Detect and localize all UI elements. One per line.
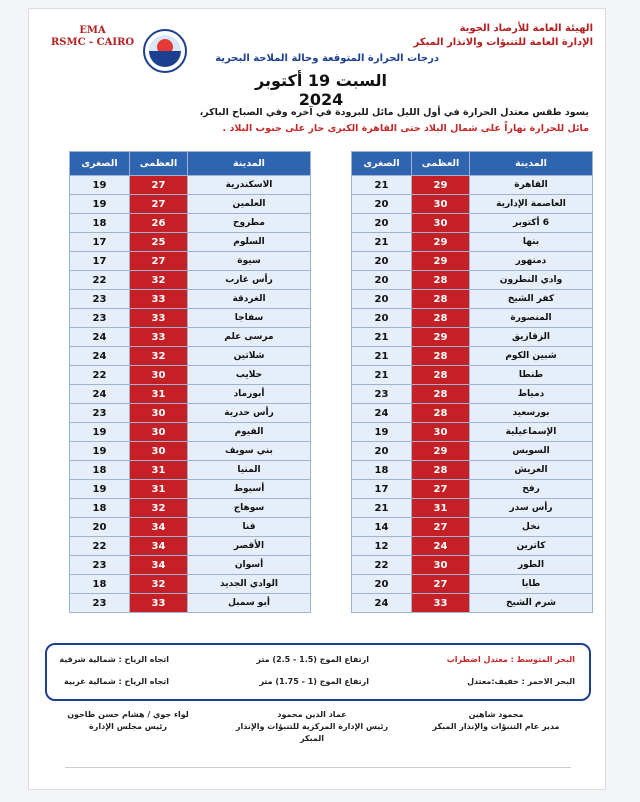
city-cell: كفر الشيخ	[470, 290, 593, 309]
ema-line2: RSMC - CAIRO	[51, 37, 135, 48]
max-temp-cell: 27	[412, 518, 470, 537]
min-temp-cell: 19	[70, 195, 130, 214]
table-row	[352, 233, 593, 252]
forecast-sheet	[28, 8, 606, 790]
red-wind-direction: اتجاه الرياح : شمالية غربية	[64, 677, 169, 686]
max-temp-cell: 30	[412, 195, 470, 214]
max-temp-cell: 30	[412, 214, 470, 233]
city-cell: الإسماعيلية	[470, 423, 593, 442]
table-row	[70, 176, 311, 195]
signature-2	[227, 709, 397, 745]
max-temp-cell: 30	[130, 404, 188, 423]
red-wave-height: ارتفاع الموج (1 - 1.75) متر	[259, 677, 369, 686]
max-temp-cell: 34	[130, 518, 188, 537]
min-temp-cell: 24	[352, 594, 412, 613]
table-row	[70, 290, 311, 309]
table-row	[352, 347, 593, 366]
city-cell: بنها	[470, 233, 593, 252]
table-row	[352, 499, 593, 518]
table-row	[352, 271, 593, 290]
city-cell: سوهاج	[188, 499, 311, 518]
min-temp-cell: 20	[352, 252, 412, 271]
max-temp-cell: 32	[130, 347, 188, 366]
table-row	[352, 518, 593, 537]
min-temp-cell: 24	[352, 404, 412, 423]
min-temp-cell: 23	[70, 556, 130, 575]
max-temp-cell: 31	[130, 461, 188, 480]
table-row	[352, 537, 593, 556]
max-temp-cell: 28	[412, 461, 470, 480]
min-temp-cell: 19	[70, 176, 130, 195]
city-cell: الزقازيق	[470, 328, 593, 347]
max-temp-cell: 30	[412, 423, 470, 442]
min-temp-cell: 21	[352, 499, 412, 518]
table-row	[352, 404, 593, 423]
city-cell: رفح	[470, 480, 593, 499]
table-row	[352, 575, 593, 594]
max-temp-cell: 28	[412, 347, 470, 366]
min-temp-cell: 23	[70, 290, 130, 309]
city-cell: طابا	[470, 575, 593, 594]
city-cell: الغردقة	[188, 290, 311, 309]
med-wave-height: ارتفاع الموج (1.5 - 2.5) متر	[256, 655, 369, 664]
min-temp-cell: 21	[352, 176, 412, 195]
min-temp-cell: 24	[70, 328, 130, 347]
min-temp-cell: 21	[352, 328, 412, 347]
city-cell: المنيا	[188, 461, 311, 480]
max-temp-cell: 34	[130, 537, 188, 556]
max-temp-cell: 24	[412, 537, 470, 556]
med-sea-state: البحر المتوسط : معتدل اضطراب	[446, 655, 575, 664]
max-temp-cell: 29	[412, 176, 470, 195]
city-cell: رأس سدر	[470, 499, 593, 518]
header-min: الصغرى	[70, 152, 130, 176]
max-temp-cell: 27	[412, 480, 470, 499]
table-row	[70, 309, 311, 328]
page-title: درجات الحرارة المتوقعة وحالة الملاحة البحرية	[215, 53, 439, 64]
city-cell: العريش	[470, 461, 593, 480]
max-temp-cell: 26	[130, 214, 188, 233]
max-temp-cell: 28	[412, 290, 470, 309]
max-temp-cell: 29	[412, 233, 470, 252]
city-cell: مرسى علم	[188, 328, 311, 347]
min-temp-cell: 23	[352, 385, 412, 404]
table-row	[70, 423, 311, 442]
min-temp-cell: 20	[352, 195, 412, 214]
signature-name: لواء جوي / هشام حسن طاحون	[67, 710, 189, 719]
max-temp-cell: 27	[130, 195, 188, 214]
table-row	[352, 385, 593, 404]
city-cell: المنصورة	[470, 309, 593, 328]
table-row	[70, 385, 311, 404]
min-temp-cell: 22	[70, 271, 130, 290]
table-row	[70, 195, 311, 214]
min-temp-cell: 20	[70, 518, 130, 537]
table-row	[70, 233, 311, 252]
signature-title: مدير عام التنبؤات والإنذار المبكر	[432, 722, 560, 731]
signature-title: رئيس الإدارة المركزية للتنبؤات والإنذار المبكر	[235, 722, 389, 743]
table-row	[352, 328, 593, 347]
footer-rule	[65, 767, 571, 779]
header-city: المدينة	[188, 152, 311, 176]
dept-name: الإدارة العامة للتنبؤات والانذار المبكر	[413, 37, 593, 48]
max-temp-cell: 30	[412, 556, 470, 575]
city-cell: أسيوط	[188, 480, 311, 499]
table-row	[352, 594, 593, 613]
signature-name: محمود شاهين	[468, 710, 524, 719]
max-temp-cell: 33	[130, 290, 188, 309]
min-temp-cell: 19	[352, 423, 412, 442]
min-temp-cell: 17	[352, 480, 412, 499]
city-cell: السويس	[470, 442, 593, 461]
table-row	[70, 404, 311, 423]
mediterranean-row	[47, 655, 589, 675]
city-cell: 6 أكتوبر	[470, 214, 593, 233]
city-cell: كاترين	[470, 537, 593, 556]
max-temp-cell: 32	[130, 271, 188, 290]
city-cell: القاهرة	[470, 176, 593, 195]
city-cell: بني سويف	[188, 442, 311, 461]
min-temp-cell: 19	[70, 480, 130, 499]
signature-title: رئيس مجلس الإدارة	[89, 722, 167, 731]
max-temp-cell: 28	[412, 271, 470, 290]
min-temp-cell: 21	[352, 233, 412, 252]
ema-logo-icon	[143, 29, 187, 73]
city-cell: الطور	[470, 556, 593, 575]
max-temp-cell: 33	[130, 328, 188, 347]
max-temp-cell: 29	[412, 252, 470, 271]
min-temp-cell: 17	[70, 233, 130, 252]
min-temp-cell: 24	[70, 385, 130, 404]
table-row	[352, 366, 593, 385]
min-temp-cell: 22	[70, 537, 130, 556]
table-row	[352, 309, 593, 328]
city-cell: قنا	[188, 518, 311, 537]
min-temp-cell: 19	[70, 423, 130, 442]
city-cell: رأس حدربة	[188, 404, 311, 423]
city-cell: الأقصر	[188, 537, 311, 556]
city-cell: دمياط	[470, 385, 593, 404]
table-row	[70, 347, 311, 366]
city-cell: نخل	[470, 518, 593, 537]
city-cell: طنطا	[470, 366, 593, 385]
min-temp-cell: 20	[352, 309, 412, 328]
max-temp-cell: 31	[130, 480, 188, 499]
left-temperature-table	[69, 151, 311, 613]
max-temp-cell: 33	[130, 309, 188, 328]
table-row	[70, 499, 311, 518]
table-row	[352, 442, 593, 461]
header	[29, 9, 607, 64]
header-city: المدينة	[470, 152, 593, 176]
table-row	[352, 461, 593, 480]
max-temp-cell: 33	[130, 594, 188, 613]
min-temp-cell: 18	[70, 461, 130, 480]
city-cell: حلايب	[188, 366, 311, 385]
max-temp-cell: 27	[130, 252, 188, 271]
med-wind-direction: اتجاه الرياح : شمالية شرقية	[59, 655, 169, 664]
org-name: الهيئة العامة للأرصاد الجوية	[459, 23, 593, 34]
city-cell: السلوم	[188, 233, 311, 252]
min-temp-cell: 24	[70, 347, 130, 366]
city-cell: الوادي الجديد	[188, 575, 311, 594]
weather-description-line2: مائل للحرارة نهاراً على شمال البلاد حتى القاهرة الكبرى حار على جنوب البلاد .	[222, 123, 589, 134]
right-temperature-table	[351, 151, 593, 613]
red-sea-state: البحر الاحمر : خفيف:معتدل	[467, 677, 575, 686]
table-row	[70, 328, 311, 347]
table-row	[352, 176, 593, 195]
header-min: الصغرى	[352, 152, 412, 176]
city-cell: الاسكندرية	[188, 176, 311, 195]
min-temp-cell: 20	[352, 575, 412, 594]
max-temp-cell: 27	[130, 176, 188, 195]
min-temp-cell: 18	[70, 499, 130, 518]
min-temp-cell: 18	[70, 575, 130, 594]
table-row	[352, 214, 593, 233]
city-cell: مطروح	[188, 214, 311, 233]
city-cell: أبو سمبل	[188, 594, 311, 613]
min-temp-cell: 20	[352, 290, 412, 309]
signature-name: عماد الدين محمود	[277, 710, 347, 719]
city-cell: العلمين	[188, 195, 311, 214]
signature-3	[43, 709, 213, 733]
max-temp-cell: 28	[412, 404, 470, 423]
max-temp-cell: 28	[412, 309, 470, 328]
table-row	[352, 423, 593, 442]
city-cell: أبورماد	[188, 385, 311, 404]
max-temp-cell: 33	[412, 594, 470, 613]
table-row	[70, 442, 311, 461]
table-row	[352, 195, 593, 214]
city-cell: أسوان	[188, 556, 311, 575]
city-cell: شلاتين	[188, 347, 311, 366]
signature-1	[411, 709, 581, 733]
max-temp-cell: 32	[130, 575, 188, 594]
table-row	[352, 290, 593, 309]
city-cell: شبين الكوم	[470, 347, 593, 366]
table-row	[352, 556, 593, 575]
max-temp-cell: 30	[130, 423, 188, 442]
city-cell: بورسعيد	[470, 404, 593, 423]
weather-description-line1: يسود طقس معتدل الحرارة في أول الليل مائل للبرودة في آخره وفي الصباح الباكر،	[199, 107, 589, 118]
min-temp-cell: 22	[352, 556, 412, 575]
max-temp-cell: 30	[130, 442, 188, 461]
table-row	[70, 518, 311, 537]
min-temp-cell: 21	[352, 347, 412, 366]
forecast-date: السبت 19 أكتوبر 2024	[255, 71, 387, 109]
max-temp-cell: 27	[412, 575, 470, 594]
city-cell: العاصمة الإدارية	[470, 195, 593, 214]
max-temp-cell: 34	[130, 556, 188, 575]
header-max: العظمى	[130, 152, 188, 176]
city-cell: سيوة	[188, 252, 311, 271]
min-temp-cell: 18	[352, 461, 412, 480]
table-row	[352, 252, 593, 271]
city-cell: الفيوم	[188, 423, 311, 442]
min-temp-cell: 20	[352, 271, 412, 290]
city-cell: دمنهور	[470, 252, 593, 271]
max-temp-cell: 29	[412, 442, 470, 461]
min-temp-cell: 14	[352, 518, 412, 537]
city-cell: شرم الشيخ	[470, 594, 593, 613]
min-temp-cell: 21	[352, 366, 412, 385]
table-row	[70, 366, 311, 385]
city-cell: وادي النطرون	[470, 271, 593, 290]
max-temp-cell: 31	[130, 385, 188, 404]
max-temp-cell: 30	[130, 366, 188, 385]
table-row	[70, 575, 311, 594]
min-temp-cell: 19	[70, 442, 130, 461]
ema-label	[51, 25, 134, 49]
min-temp-cell: 20	[352, 214, 412, 233]
min-temp-cell: 20	[352, 442, 412, 461]
city-cell: رأس غارب	[188, 271, 311, 290]
table-row	[70, 537, 311, 556]
table-row	[70, 461, 311, 480]
table-row	[70, 271, 311, 290]
ema-line1: EMA	[79, 25, 106, 36]
min-temp-cell: 22	[70, 366, 130, 385]
min-temp-cell: 17	[70, 252, 130, 271]
max-temp-cell: 31	[412, 499, 470, 518]
max-temp-cell: 28	[412, 366, 470, 385]
min-temp-cell: 23	[70, 404, 130, 423]
table-row	[352, 480, 593, 499]
table-row	[70, 480, 311, 499]
header-max: العظمى	[412, 152, 470, 176]
min-temp-cell: 18	[70, 214, 130, 233]
max-temp-cell: 32	[130, 499, 188, 518]
sea-conditions-box	[45, 643, 591, 701]
city-cell: سفاجا	[188, 309, 311, 328]
table-row	[70, 594, 311, 613]
max-temp-cell: 28	[412, 385, 470, 404]
min-temp-cell: 23	[70, 309, 130, 328]
max-temp-cell: 29	[412, 328, 470, 347]
table-row	[70, 214, 311, 233]
min-temp-cell: 23	[70, 594, 130, 613]
table-row	[70, 252, 311, 271]
min-temp-cell: 12	[352, 537, 412, 556]
max-temp-cell: 25	[130, 233, 188, 252]
red-sea-row	[47, 677, 589, 697]
table-row	[70, 556, 311, 575]
